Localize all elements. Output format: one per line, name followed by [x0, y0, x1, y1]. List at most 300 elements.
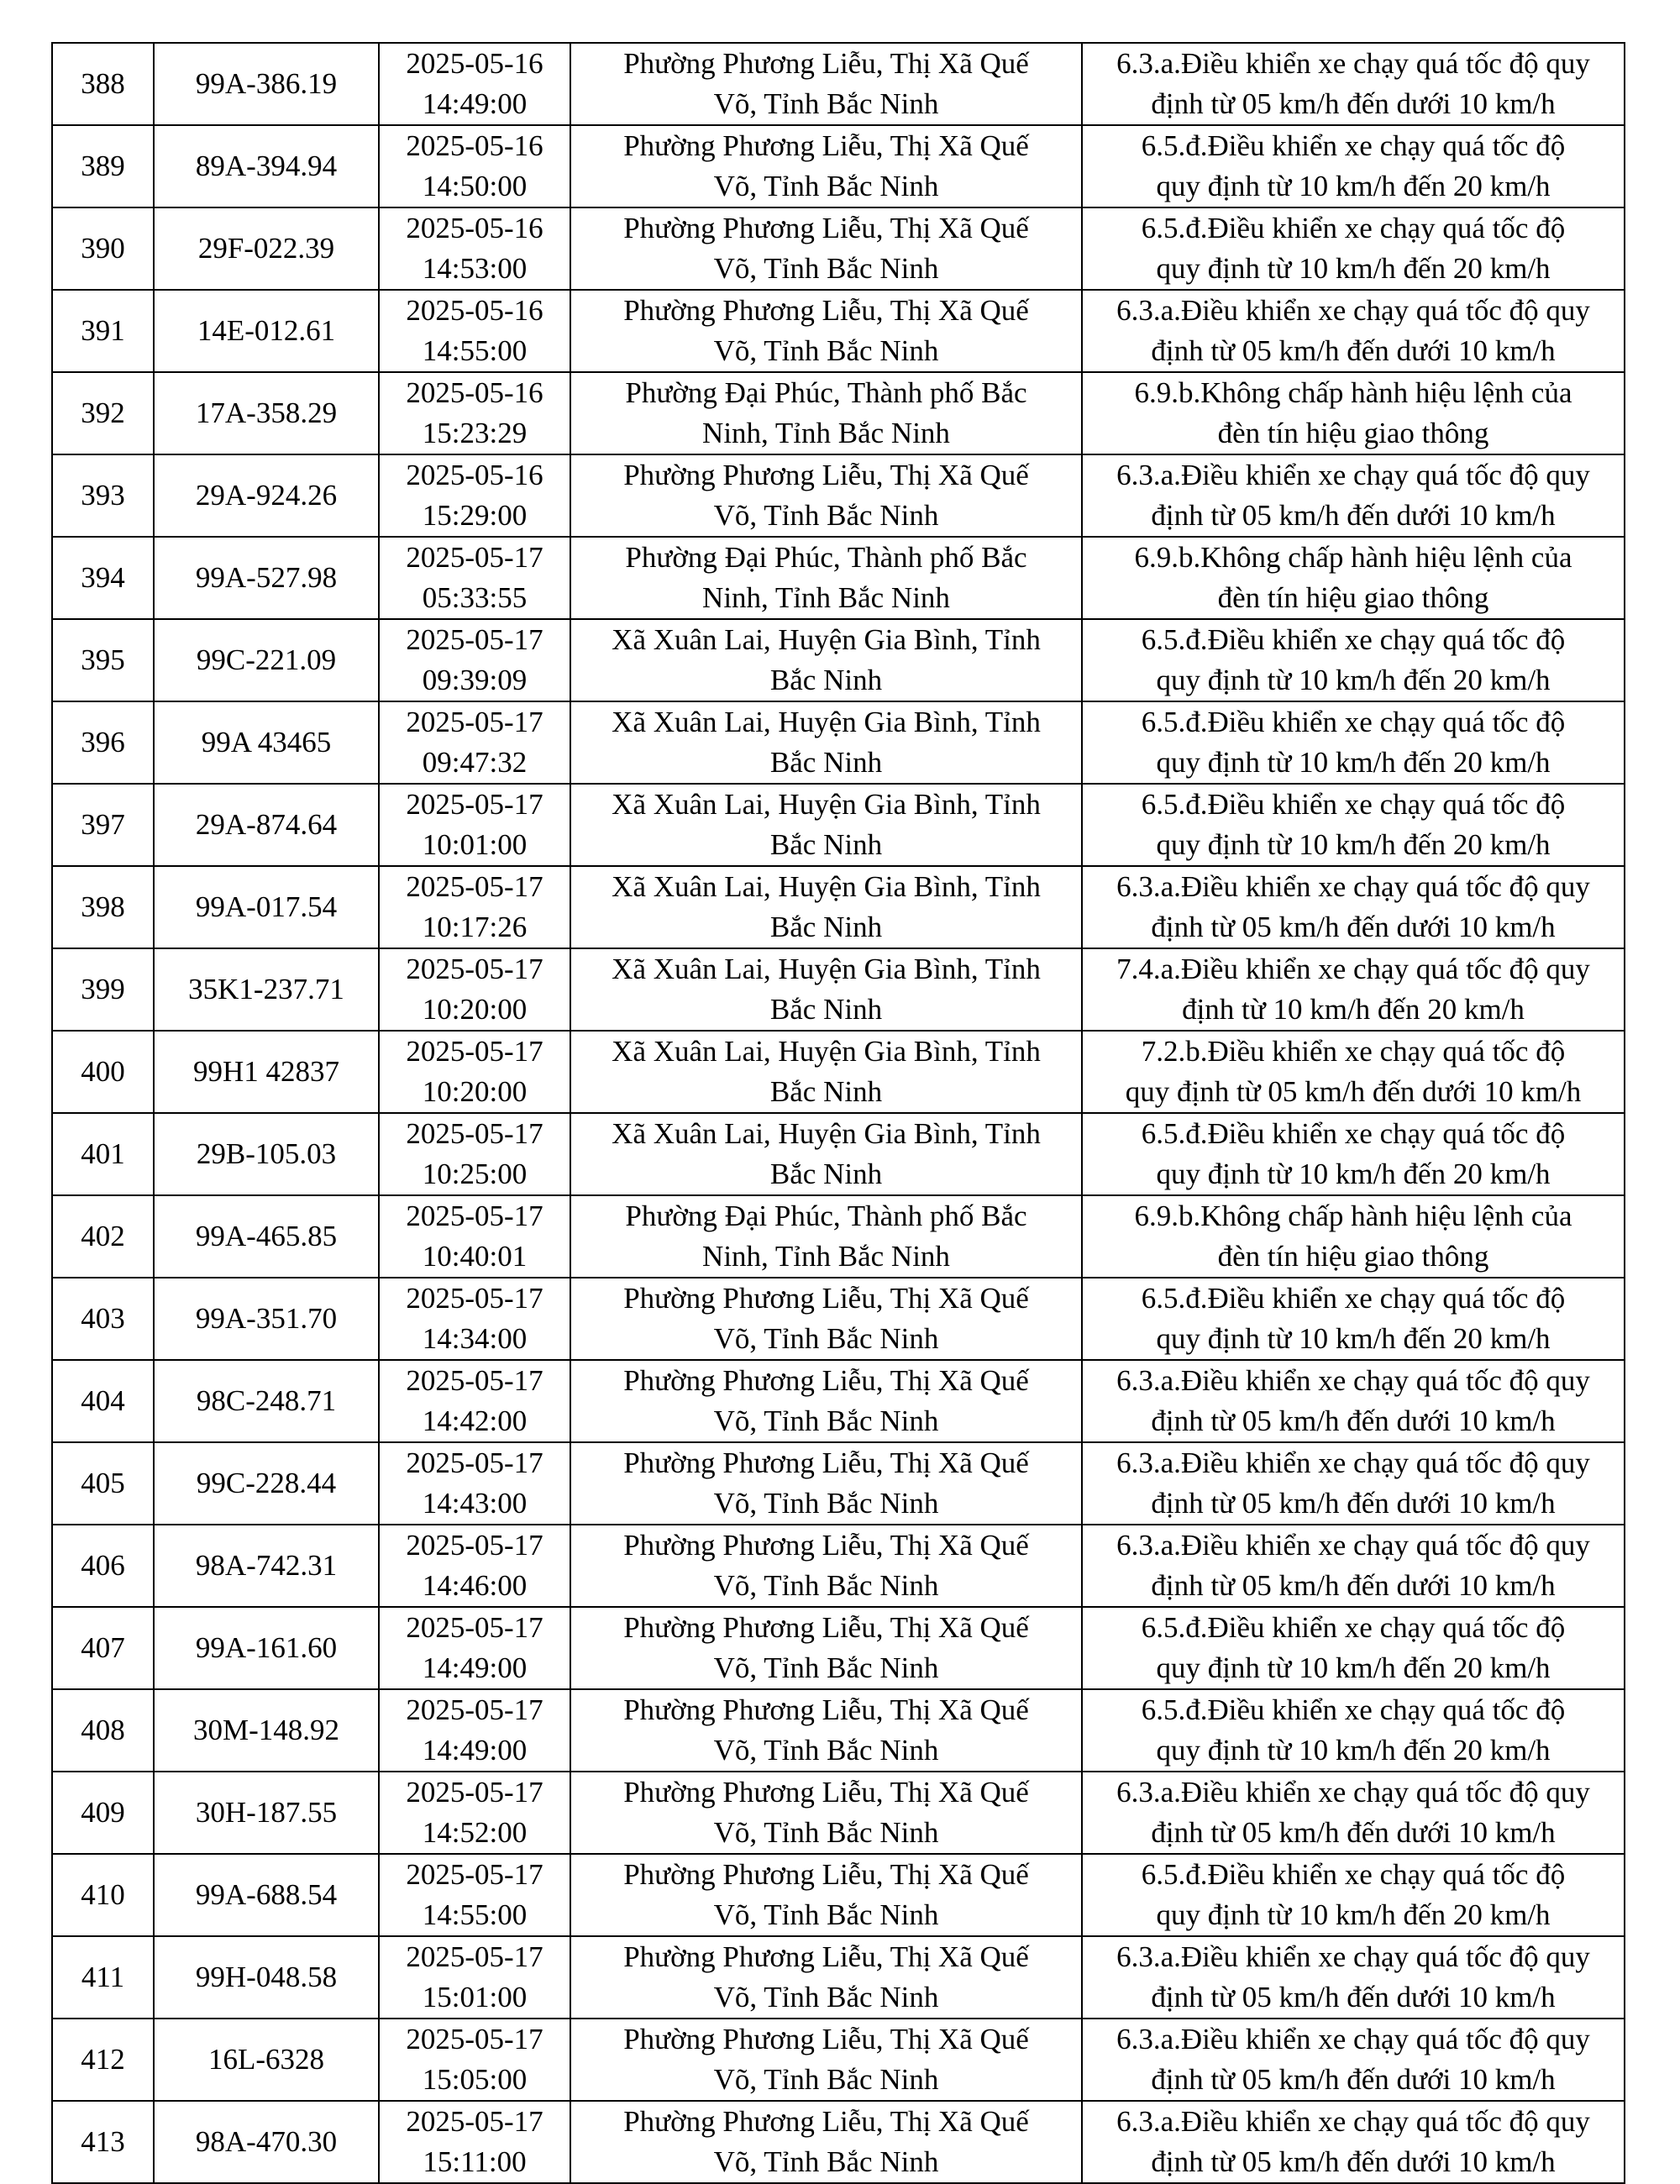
datetime-cell: [379, 1936, 570, 2019]
row-number-cell: [52, 1278, 154, 1360]
plate-cell: [154, 1113, 379, 1195]
violation-date: 2025-05-17: [406, 1776, 543, 1809]
location-cell: [570, 454, 1082, 537]
violation-line-2: định từ 10 km/h đến 20 km/h: [1182, 993, 1525, 1026]
violation-time: 14:43:00: [422, 1487, 528, 1520]
violation-line-1: 6.3.a.Điều khiển xe chạy quá tốc độ quy: [1116, 294, 1590, 327]
violation-line-2: đèn tín hiệu giao thông: [1217, 417, 1489, 449]
violation-cell: [1082, 1607, 1625, 1689]
violation-date: 2025-05-17: [406, 2105, 543, 2138]
violation-date: 2025-05-17: [406, 1611, 543, 1644]
violation-cell: [1082, 372, 1625, 454]
violation-time: 10:25:00: [422, 1158, 528, 1190]
license-plate: 99A-161.60: [195, 1631, 338, 1664]
table-body: [52, 43, 1625, 2183]
table-row: [52, 701, 1625, 784]
location-line-2: Bắc Ninh: [769, 828, 883, 861]
violation-line-2: định từ 05 km/h đến dưới 10 km/h: [1151, 1981, 1556, 2013]
violation-time: 14:50:00: [422, 170, 528, 202]
license-plate: 99C-221.09: [196, 643, 337, 676]
location-cell: [570, 1195, 1082, 1278]
violation-time: 10:20:00: [422, 993, 528, 1026]
violation-line-2: đèn tín hiệu giao thông: [1217, 1240, 1489, 1273]
location-line-1: Xã Xuân Lai, Huyện Gia Bình, Tỉnh: [612, 1117, 1041, 1150]
violation-line-2: định từ 05 km/h đến dưới 10 km/h: [1151, 334, 1556, 367]
plate-cell: [154, 372, 379, 454]
violation-cell: [1082, 1689, 1625, 1772]
violation-cell: [1082, 866, 1625, 948]
violation-time: 15:23:29: [422, 417, 528, 449]
violation-line-1: 6.3.a.Điều khiển xe chạy quá tốc độ quy: [1116, 1940, 1590, 1973]
row-number: 400: [81, 1055, 125, 1088]
violation-time: 14:52:00: [422, 1816, 528, 1849]
location-cell: [570, 866, 1082, 948]
table-row: [52, 1854, 1625, 1936]
datetime-cell: [379, 372, 570, 454]
violation-cell: [1082, 1936, 1625, 2019]
violation-time: 15:29:00: [422, 499, 528, 532]
violation-line-1: 6.5.đ.Điều khiển xe chạy quá tốc độ: [1141, 1117, 1566, 1150]
location-line-1: Phường Phương Liễu, Thị Xã Quế: [623, 2105, 1029, 2138]
location-line-2: Ninh, Tỉnh Bắc Ninh: [702, 581, 950, 614]
license-plate: 89A-394.94: [195, 150, 338, 182]
row-number: 390: [81, 232, 125, 265]
datetime-cell: [379, 1607, 570, 1689]
violation-line-1: 7.4.a.Điều khiển xe chạy quá tốc độ quy: [1116, 953, 1590, 985]
violation-line-1: 6.5.đ.Điều khiển xe chạy quá tốc độ: [1141, 212, 1566, 244]
location-line-2: Võ, Tỉnh Bắc Ninh: [713, 1404, 939, 1437]
violation-time: 10:20:00: [422, 1075, 528, 1108]
violation-date: 2025-05-16: [406, 129, 543, 162]
table-row: [52, 2019, 1625, 2101]
location-cell: [570, 2101, 1082, 2183]
location-line-2: Võ, Tỉnh Bắc Ninh: [713, 1734, 939, 1767]
plate-cell: [154, 1854, 379, 1936]
plate-cell: [154, 1607, 379, 1689]
row-number-cell: [52, 372, 154, 454]
violation-time: 14:42:00: [422, 1404, 528, 1437]
plate-cell: [154, 619, 379, 701]
row-number-cell: [52, 454, 154, 537]
datetime-cell: [379, 290, 570, 372]
row-number: 396: [81, 726, 125, 759]
plate-cell: [154, 1031, 379, 1113]
violation-line-1: 6.3.a.Điều khiển xe chạy quá tốc độ quy: [1116, 870, 1590, 903]
row-number: 408: [81, 1714, 125, 1746]
table-row: [52, 866, 1625, 948]
datetime-cell: [379, 1360, 570, 1442]
location-line-1: Phường Phương Liễu, Thị Xã Quế: [623, 1858, 1029, 1891]
plate-cell: [154, 537, 379, 619]
violation-time: 14:55:00: [422, 1898, 528, 1931]
violation-line-2: quy định từ 10 km/h đến 20 km/h: [1156, 252, 1551, 285]
location-line-1: Phường Phương Liễu, Thị Xã Quế: [623, 47, 1029, 80]
row-number-cell: [52, 125, 154, 207]
violation-date: 2025-05-17: [406, 1035, 543, 1068]
license-plate: 14E-012.61: [197, 314, 336, 347]
violation-line-1: 6.3.a.Điều khiển xe chạy quá tốc độ quy: [1116, 2023, 1590, 2055]
row-number: 401: [81, 1137, 125, 1170]
location-line-2: Ninh, Tỉnh Bắc Ninh: [702, 417, 950, 449]
violation-line-2: định từ 05 km/h đến dưới 10 km/h: [1151, 2145, 1556, 2178]
license-plate: 29B-105.03: [196, 1137, 337, 1170]
location-line-1: Phường Phương Liễu, Thị Xã Quế: [623, 459, 1029, 491]
location-line-1: Xã Xuân Lai, Huyện Gia Bình, Tỉnh: [612, 706, 1041, 738]
row-number: 404: [81, 1384, 125, 1417]
datetime-cell: [379, 454, 570, 537]
violation-time: 10:40:01: [422, 1240, 528, 1273]
table-row: [52, 1442, 1625, 1525]
violation-time: 15:11:00: [423, 2145, 527, 2178]
datetime-cell: [379, 1113, 570, 1195]
row-number-cell: [52, 1689, 154, 1772]
row-number-cell: [52, 1854, 154, 1936]
violation-date: 2025-05-17: [406, 1858, 543, 1891]
location-line-2: Bắc Ninh: [769, 1075, 883, 1108]
location-line-2: Bắc Ninh: [769, 911, 883, 943]
violation-time: 14:49:00: [422, 1734, 528, 1767]
row-number-cell: [52, 701, 154, 784]
violation-time: 15:01:00: [422, 1981, 528, 2013]
plate-cell: [154, 1442, 379, 1525]
plate-cell: [154, 290, 379, 372]
violation-line-1: 6.5.đ.Điều khiển xe chạy quá tốc độ: [1141, 706, 1566, 738]
license-plate: 99H1 42837: [192, 1055, 340, 1088]
violation-line-2: định từ 05 km/h đến dưới 10 km/h: [1151, 1487, 1556, 1520]
violation-line-1: 6.3.a.Điều khiển xe chạy quá tốc độ quy: [1116, 1364, 1590, 1397]
row-number-cell: [52, 43, 154, 125]
violation-line-2: quy định từ 10 km/h đến 20 km/h: [1156, 1322, 1551, 1355]
datetime-cell: [379, 1442, 570, 1525]
table-row: [52, 454, 1625, 537]
location-line-2: Võ, Tỉnh Bắc Ninh: [713, 1816, 939, 1849]
location-line-1: Xã Xuân Lai, Huyện Gia Bình, Tỉnh: [612, 623, 1041, 656]
plate-cell: [154, 948, 379, 1031]
violation-cell: [1082, 290, 1625, 372]
table-row: [52, 43, 1625, 125]
row-number-cell: [52, 207, 154, 290]
datetime-cell: [379, 537, 570, 619]
violation-line-2: quy định từ 10 km/h đến 20 km/h: [1156, 1734, 1551, 1767]
datetime-cell: [379, 125, 570, 207]
datetime-cell: [379, 2101, 570, 2183]
violation-date: 2025-05-16: [406, 294, 543, 327]
datetime-cell: [379, 1278, 570, 1360]
violation-time: 15:05:00: [422, 2063, 528, 2096]
violation-date: 2025-05-17: [406, 788, 543, 821]
violation-cell: [1082, 537, 1625, 619]
location-cell: [570, 701, 1082, 784]
violation-date: 2025-05-17: [406, 1529, 543, 1562]
row-number-cell: [52, 1442, 154, 1525]
location-line-1: Phường Phương Liễu, Thị Xã Quế: [623, 1364, 1029, 1397]
plate-cell: [154, 1936, 379, 2019]
location-line-2: Võ, Tỉnh Bắc Ninh: [713, 1898, 939, 1931]
violation-time: 14:55:00: [422, 334, 528, 367]
violation-line-2: định từ 05 km/h đến dưới 10 km/h: [1151, 1404, 1556, 1437]
table-row: [52, 207, 1625, 290]
location-line-1: Xã Xuân Lai, Huyện Gia Bình, Tỉnh: [612, 1035, 1041, 1068]
table-row: [52, 537, 1625, 619]
location-line-1: Phường Phương Liễu, Thị Xã Quế: [623, 1693, 1029, 1726]
row-number: 388: [81, 67, 125, 100]
row-number: 405: [81, 1467, 125, 1499]
violation-date: 2025-05-17: [406, 1940, 543, 1973]
location-cell: [570, 43, 1082, 125]
row-number: 403: [81, 1302, 125, 1335]
violation-date: 2025-05-16: [406, 212, 543, 244]
violation-line-2: định từ 05 km/h đến dưới 10 km/h: [1151, 1816, 1556, 1849]
violation-cell: [1082, 1113, 1625, 1195]
violation-cell: [1082, 1360, 1625, 1442]
plate-cell: [154, 207, 379, 290]
violation-date: 2025-05-17: [406, 541, 543, 574]
violation-date: 2025-05-17: [406, 1282, 543, 1315]
datetime-cell: [379, 1525, 570, 1607]
row-number-cell: [52, 619, 154, 701]
violation-line-1: 6.9.b.Không chấp hành hiệu lệnh của: [1134, 541, 1572, 574]
table-row: [52, 1278, 1625, 1360]
license-plate: 99H-048.58: [195, 1961, 338, 1993]
location-line-2: Ninh, Tỉnh Bắc Ninh: [702, 1240, 950, 1273]
violation-date: 2025-05-17: [406, 870, 543, 903]
location-cell: [570, 619, 1082, 701]
violation-line-2: quy định từ 10 km/h đến 20 km/h: [1156, 170, 1551, 202]
plate-cell: [154, 454, 379, 537]
license-plate: 29F-022.39: [197, 232, 335, 265]
location-cell: [570, 1936, 1082, 2019]
violation-cell: [1082, 1442, 1625, 1525]
location-cell: [570, 784, 1082, 866]
row-number-cell: [52, 948, 154, 1031]
violation-line-2: quy định từ 05 km/h đến dưới 10 km/h: [1125, 1075, 1582, 1108]
violation-line-2: định từ 05 km/h đến dưới 10 km/h: [1151, 499, 1556, 532]
violation-line-2: định từ 05 km/h đến dưới 10 km/h: [1151, 87, 1556, 120]
violation-line-2: định từ 05 km/h đến dưới 10 km/h: [1151, 911, 1556, 943]
violation-line-1: 6.3.a.Điều khiển xe chạy quá tốc độ quy: [1116, 1446, 1590, 1479]
violation-line-1: 7.2.b.Điều khiển xe chạy quá tốc độ: [1141, 1035, 1566, 1068]
row-number: 398: [81, 890, 125, 923]
violation-date: 2025-05-17: [406, 1117, 543, 1150]
violation-date: 2025-05-16: [406, 47, 543, 80]
violation-cell: [1082, 619, 1625, 701]
violation-date: 2025-05-17: [406, 623, 543, 656]
license-plate: 35K1-237.71: [188, 973, 344, 1005]
location-line-1: Xã Xuân Lai, Huyện Gia Bình, Tỉnh: [612, 870, 1041, 903]
location-line-1: Phường Phương Liễu, Thị Xã Quế: [623, 1282, 1029, 1315]
datetime-cell: [379, 2019, 570, 2101]
datetime-cell: [379, 619, 570, 701]
row-number-cell: [52, 1936, 154, 2019]
violation-line-1: 6.3.a.Điều khiển xe chạy quá tốc độ quy: [1116, 1776, 1590, 1809]
violation-cell: [1082, 207, 1625, 290]
violation-line-1: 6.5.đ.Điều khiển xe chạy quá tốc độ: [1141, 129, 1566, 162]
row-number-cell: [52, 1360, 154, 1442]
violation-date: 2025-05-17: [406, 1693, 543, 1726]
row-number: 413: [81, 2125, 125, 2158]
table-row: [52, 2101, 1625, 2183]
table-row: [52, 1195, 1625, 1278]
location-line-1: Phường Phương Liễu, Thị Xã Quế: [623, 129, 1029, 162]
location-line-2: Bắc Ninh: [769, 1158, 883, 1190]
violation-time: 10:01:00: [422, 828, 528, 861]
row-number-cell: [52, 537, 154, 619]
plate-cell: [154, 1278, 379, 1360]
violation-cell: [1082, 701, 1625, 784]
row-number: 392: [81, 396, 125, 429]
license-plate: 30H-187.55: [195, 1796, 338, 1829]
row-number-cell: [52, 1607, 154, 1689]
row-number-cell: [52, 1195, 154, 1278]
table-row: [52, 1936, 1625, 2019]
violation-date: 2025-05-17: [406, 953, 543, 985]
table-row: [52, 784, 1625, 866]
violation-time: 14:53:00: [422, 252, 528, 285]
location-cell: [570, 1689, 1082, 1772]
location-cell: [570, 1360, 1082, 1442]
row-number-cell: [52, 1772, 154, 1854]
location-cell: [570, 1525, 1082, 1607]
violation-line-1: 6.3.a.Điều khiển xe chạy quá tốc độ quy: [1116, 2105, 1590, 2138]
violation-date: 2025-05-17: [406, 706, 543, 738]
location-cell: [570, 1113, 1082, 1195]
location-cell: [570, 1278, 1082, 1360]
violation-time: 14:34:00: [422, 1322, 528, 1355]
table-row: [52, 1031, 1625, 1113]
location-line-1: Phường Phương Liễu, Thị Xã Quế: [623, 1776, 1029, 1809]
location-cell: [570, 207, 1082, 290]
plate-cell: [154, 866, 379, 948]
location-line-1: Phường Đại Phúc, Thành phố Bắc: [625, 541, 1027, 574]
row-number-cell: [52, 784, 154, 866]
location-line-2: Võ, Tỉnh Bắc Ninh: [713, 1487, 939, 1520]
plate-cell: [154, 1689, 379, 1772]
table-row: [52, 619, 1625, 701]
row-number: 411: [81, 1961, 125, 1993]
license-plate: 98A-470.30: [195, 2125, 338, 2158]
datetime-cell: [379, 1689, 570, 1772]
plate-cell: [154, 784, 379, 866]
datetime-cell: [379, 1854, 570, 1936]
violation-cell: [1082, 1031, 1625, 1113]
violation-line-1: 6.5.đ.Điều khiển xe chạy quá tốc độ: [1141, 1282, 1566, 1315]
violation-line-1: 6.5.đ.Điều khiển xe chạy quá tốc độ: [1141, 1693, 1566, 1726]
violation-cell: [1082, 1195, 1625, 1278]
row-number-cell: [52, 866, 154, 948]
violation-cell: [1082, 784, 1625, 866]
violation-line-1: 6.5.đ.Điều khiển xe chạy quá tốc độ: [1141, 1611, 1566, 1644]
violations-table: [51, 42, 1625, 2184]
license-plate: 16L-6328: [207, 2043, 325, 2076]
location-line-2: Võ, Tỉnh Bắc Ninh: [713, 1569, 939, 1602]
location-line-2: Võ, Tỉnh Bắc Ninh: [713, 2145, 939, 2178]
row-number: 407: [81, 1631, 125, 1664]
datetime-cell: [379, 43, 570, 125]
location-line-2: Võ, Tỉnh Bắc Ninh: [713, 1981, 939, 2013]
location-line-1: Phường Phương Liễu, Thị Xã Quế: [623, 2023, 1029, 2055]
violation-date: 2025-05-17: [406, 1364, 543, 1397]
row-number: 389: [81, 150, 125, 182]
location-cell: [570, 537, 1082, 619]
plate-cell: [154, 1772, 379, 1854]
license-plate: 30M-148.92: [192, 1714, 340, 1746]
row-number: 391: [81, 314, 125, 347]
violation-line-2: quy định từ 10 km/h đến 20 km/h: [1156, 1651, 1551, 1684]
row-number-cell: [52, 1113, 154, 1195]
location-cell: [570, 1031, 1082, 1113]
license-plate: 98C-248.71: [196, 1384, 337, 1417]
violation-line-1: 6.9.b.Không chấp hành hiệu lệnh của: [1134, 376, 1572, 409]
plate-cell: [154, 2101, 379, 2183]
license-plate: 17A-358.29: [195, 396, 338, 429]
location-cell: [570, 1442, 1082, 1525]
location-line-1: Phường Đại Phúc, Thành phố Bắc: [625, 1200, 1027, 1232]
datetime-cell: [379, 701, 570, 784]
row-number-cell: [52, 2019, 154, 2101]
violation-cell: [1082, 948, 1625, 1031]
location-line-1: Phường Phương Liễu, Thị Xã Quế: [623, 212, 1029, 244]
plate-cell: [154, 1195, 379, 1278]
row-number: 412: [81, 2043, 125, 2076]
violation-date: 2025-05-16: [406, 459, 543, 491]
datetime-cell: [379, 1195, 570, 1278]
row-number: 406: [81, 1549, 125, 1582]
plate-cell: [154, 1525, 379, 1607]
license-plate: 99A-465.85: [195, 1220, 338, 1252]
license-plate: 99A-351.70: [195, 1302, 338, 1335]
location-line-1: Phường Đại Phúc, Thành phố Bắc: [625, 376, 1027, 409]
violation-line-1: 6.9.b.Không chấp hành hiệu lệnh của: [1134, 1200, 1572, 1232]
location-line-1: Phường Phương Liễu, Thị Xã Quế: [623, 1529, 1029, 1562]
violation-line-2: quy định từ 10 km/h đến 20 km/h: [1156, 828, 1551, 861]
violation-line-2: quy định từ 10 km/h đến 20 km/h: [1156, 746, 1551, 779]
plate-cell: [154, 2019, 379, 2101]
row-number-cell: [52, 1525, 154, 1607]
location-line-1: Xã Xuân Lai, Huyện Gia Bình, Tỉnh: [612, 953, 1041, 985]
violation-line-1: 6.5.đ.Điều khiển xe chạy quá tốc độ: [1141, 788, 1566, 821]
violation-cell: [1082, 43, 1625, 125]
plate-cell: [154, 701, 379, 784]
location-line-2: Bắc Ninh: [769, 993, 883, 1026]
violation-line-1: 6.3.a.Điều khiển xe chạy quá tốc độ quy: [1116, 1529, 1590, 1562]
row-number: 402: [81, 1220, 125, 1252]
violation-cell: [1082, 2101, 1625, 2183]
row-number: 399: [81, 973, 125, 1005]
violation-date: 2025-05-17: [406, 1200, 543, 1232]
violation-time: 10:17:26: [422, 911, 528, 943]
row-number: 410: [81, 1878, 125, 1911]
location-line-2: Võ, Tỉnh Bắc Ninh: [713, 2063, 939, 2096]
table-row: [52, 1360, 1625, 1442]
violation-time: 05:33:55: [422, 581, 528, 614]
license-plate: 98A-742.31: [195, 1549, 338, 1582]
table-row: [52, 1689, 1625, 1772]
location-line-1: Phường Phương Liễu, Thị Xã Quế: [623, 1940, 1029, 1973]
location-line-1: Xã Xuân Lai, Huyện Gia Bình, Tỉnh: [612, 788, 1041, 821]
violation-time: 14:46:00: [422, 1569, 528, 1602]
violation-cell: [1082, 1854, 1625, 1936]
table-row: [52, 1772, 1625, 1854]
license-plate: 29A-874.64: [195, 808, 338, 841]
violation-cell: [1082, 1772, 1625, 1854]
table-row: [52, 372, 1625, 454]
location-line-1: Phường Phương Liễu, Thị Xã Quế: [623, 294, 1029, 327]
datetime-cell: [379, 784, 570, 866]
violation-line-1: 6.5.đ.Điều khiển xe chạy quá tốc độ: [1141, 623, 1566, 656]
violation-cell: [1082, 1278, 1625, 1360]
violation-cell: [1082, 125, 1625, 207]
violation-time: 14:49:00: [422, 87, 528, 120]
